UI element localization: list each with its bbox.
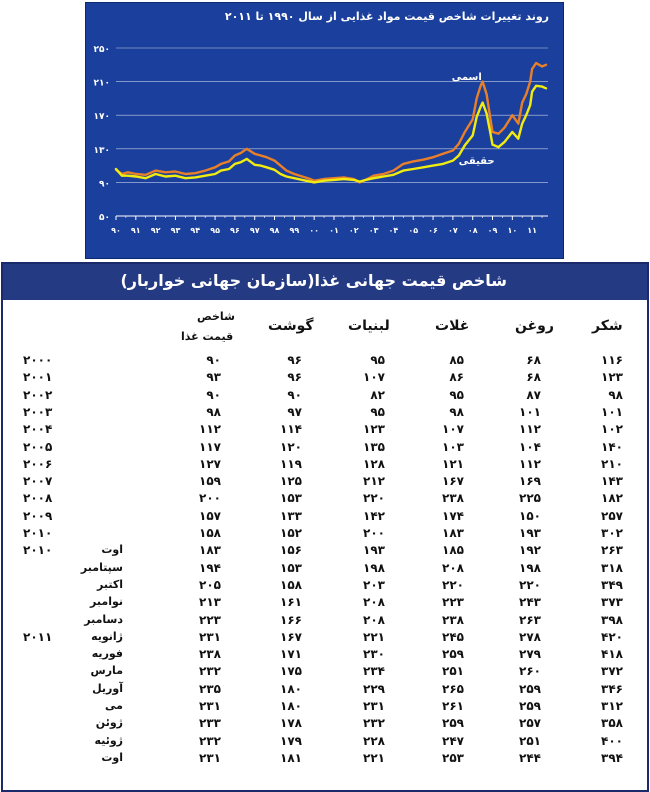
x-tick-label: ۱۱ — [527, 226, 538, 235]
x-tick-label: ۹۹ — [289, 226, 300, 235]
cell-food: ۲۱۳ — [199, 595, 221, 610]
cell-sugar: ۱۱۶ — [601, 353, 623, 367]
table-row — [3, 613, 647, 630]
cell-sugar: ۱۴۳ — [601, 474, 623, 489]
table-row — [3, 699, 647, 716]
cell-year: ۲۰۰۷ — [23, 474, 53, 489]
cell-dairy: ۲۲۹ — [363, 681, 385, 696]
cell-dairy: ۲۲۱ — [363, 629, 385, 644]
cell-year: ۲۰۱۱ — [23, 629, 53, 644]
table-row — [3, 543, 647, 560]
cell-food: ۹۰ — [206, 387, 221, 402]
cell-cereals: ۸۶ — [449, 370, 464, 385]
y-tick-label: ۵۰ — [99, 213, 110, 223]
cell-food: ۲۳۱ — [199, 699, 221, 713]
cell-dairy: ۸۲ — [370, 387, 385, 402]
cell-dairy: ۲۳۲ — [363, 716, 385, 731]
cell-year: ۲۰۰۸ — [23, 491, 53, 506]
cell-dairy: ۲۱۲ — [363, 474, 385, 489]
cell-meat: ۱۱۴ — [280, 422, 302, 437]
cell-oil: ۱۰۱ — [519, 404, 541, 419]
cell-sugar: ۳۴۹ — [601, 577, 623, 592]
cell-meat: ۱۶۶ — [280, 612, 302, 627]
cell-food: ۲۰۰ — [199, 491, 221, 506]
cell-year: ۲۰۰۳ — [23, 404, 53, 419]
table-row — [3, 422, 647, 439]
cell-sugar: ۳۵۸ — [601, 716, 623, 731]
cell-cereals: ۲۰۸ — [442, 560, 464, 575]
table-row — [3, 388, 647, 405]
cell-meat: ۹۶ — [287, 353, 302, 367]
cell-cereals: ۲۶۵ — [442, 681, 464, 696]
cell-food: ۲۳۸ — [199, 647, 221, 662]
cell-food: ۱۱۲ — [199, 422, 221, 437]
cell-dairy: ۲۰۸ — [363, 612, 385, 627]
cell-food: ۲۳۲ — [199, 664, 221, 679]
cell-meat: ۱۲۵ — [280, 474, 302, 489]
cell-dairy: ۱۴۲ — [363, 508, 385, 523]
cell-oil: ۲۲۰ — [519, 577, 541, 592]
cell-food: ۱۵۹ — [199, 474, 221, 489]
cell-dairy: ۹۵ — [370, 404, 385, 419]
table-row — [3, 595, 647, 612]
cell-food: ۱۱۷ — [199, 439, 221, 454]
cell-dairy: ۱۹۳ — [363, 543, 385, 558]
cell-cereals: ۲۴۵ — [442, 629, 464, 644]
col-header-meat: گوشت — [268, 318, 314, 334]
x-tick-label: ۹۶ — [230, 226, 240, 235]
cell-year: ۲۰۰۹ — [23, 508, 53, 523]
x-tick-label: ۹۱ — [130, 226, 141, 235]
cell-oil: ۲۴۴ — [519, 750, 541, 765]
cell-dairy: ۲۰۳ — [363, 577, 385, 592]
cell-dairy: ۱۲۳ — [363, 422, 385, 437]
table-row — [3, 578, 647, 595]
x-tick-label: ۰۸ — [467, 226, 478, 235]
cell-oil: ۸۷ — [526, 387, 541, 402]
cell-cereals: ۲۶۱ — [442, 699, 464, 713]
cell-year: ۲۰۰۵ — [23, 439, 53, 454]
cell-month: دسامبر — [84, 612, 123, 626]
cell-dairy: ۲۲۰ — [363, 491, 385, 506]
cell-meat: ۹۶ — [287, 370, 302, 385]
cell-dairy: ۲۲۱ — [363, 750, 385, 765]
cell-dairy: ۱۲۸ — [363, 456, 385, 471]
cell-cereals: ۱۰۳ — [442, 439, 464, 454]
y-tick-label: ۲۱۰ — [93, 78, 110, 89]
cell-food: ۲۳۳ — [199, 716, 221, 731]
cell-food: ۹۳ — [206, 370, 221, 385]
cell-cereals: ۱۰۷ — [442, 422, 464, 437]
cell-food: ۲۲۳ — [199, 612, 221, 627]
cell-oil: ۱۰۴ — [519, 439, 541, 454]
cell-month: ژانویه — [91, 629, 123, 643]
cell-oil: ۱۱۲ — [519, 456, 541, 471]
cell-year: ۲۰۰۶ — [23, 456, 53, 471]
table-row — [3, 491, 647, 508]
cell-dairy: ۲۲۸ — [363, 733, 385, 748]
cell-sugar: ۳۱۲ — [601, 699, 623, 713]
cell-sugar: ۱۸۲ — [601, 491, 623, 506]
table-row — [3, 526, 647, 543]
cell-cereals: ۲۳۸ — [442, 612, 464, 627]
cell-oil: ۲۴۳ — [519, 595, 541, 610]
table-header — [3, 264, 647, 300]
cell-food: ۲۳۲ — [199, 733, 221, 748]
cell-dairy: ۲۳۴ — [363, 664, 385, 679]
cell-month: مارس — [90, 664, 123, 678]
cell-month: سپتامبر — [80, 560, 123, 574]
y-tick-label: ۹۰ — [99, 179, 110, 190]
col-header-food-2: قیمت غذا — [181, 330, 234, 343]
table-row — [3, 370, 647, 387]
cell-sugar: ۳۹۸ — [601, 612, 623, 627]
cell-meat: ۹۰ — [287, 387, 302, 402]
cell-cereals: ۲۵۱ — [442, 664, 464, 679]
y-tick-label: ۱۷۰ — [93, 112, 110, 123]
cell-year: ۲۰۱۰ — [23, 543, 53, 558]
y-tick-label: ۱۳۰ — [93, 145, 110, 156]
cell-year: ۲۰۱۰ — [23, 526, 53, 540]
cell-oil: ۲۵۷ — [519, 716, 541, 731]
x-tick-label: ۰۴ — [388, 226, 399, 235]
cell-meat: ۱۳۳ — [280, 508, 302, 523]
cell-dairy: ۱۳۵ — [363, 439, 385, 454]
cell-meat: ۱۸۰ — [280, 681, 302, 696]
cell-oil: ۲۵۹ — [519, 699, 541, 713]
x-tick-label: ۰۵ — [408, 226, 419, 235]
table-row — [3, 682, 647, 699]
table-row — [3, 509, 647, 526]
cell-meat: ۹۷ — [287, 404, 302, 419]
cell-sugar: ۱۰۱ — [601, 404, 623, 419]
x-tick-label: ۹۸ — [269, 226, 280, 235]
col-header-oil: روغن — [515, 318, 554, 334]
cell-meat: ۱۵۳ — [280, 560, 302, 575]
cell-oil: ۲۶۳ — [519, 612, 541, 627]
cell-dairy: ۱۰۷ — [363, 370, 385, 385]
table-row — [3, 751, 647, 768]
table-row — [3, 353, 647, 370]
x-tick-label: ۹۰ — [111, 226, 121, 235]
cell-year: ۲۰۰۰ — [23, 353, 53, 367]
cell-oil: ۲۲۵ — [519, 491, 541, 506]
cell-sugar: ۲۶۳ — [601, 543, 623, 558]
cell-oil: ۲۶۰ — [519, 664, 541, 679]
x-tick-label: ۰۷ — [447, 226, 458, 235]
cell-year: ۲۰۰۴ — [23, 422, 53, 437]
chart-title: روند تغییرات شاخص قیمت مواد غذایی از سال ۱۹۹۰ تا ۲۰۱۱ — [224, 10, 549, 23]
x-tick-label: ۹۵ — [210, 226, 220, 235]
cell-sugar: ۹۸ — [608, 387, 623, 402]
x-tick-label: ۹۴ — [190, 226, 201, 235]
food-price-table — [1, 262, 649, 792]
cell-sugar: ۳۰۲ — [601, 526, 623, 540]
cell-oil: ۶۸ — [526, 370, 541, 385]
cell-oil: ۲۷۸ — [519, 629, 541, 644]
cell-sugar: ۳۹۴ — [601, 750, 623, 765]
table-title: شاخص قیمت جهانی غذا(سازمان جهانی خواربار) — [120, 271, 507, 290]
cell-food: ۲۳۱ — [199, 750, 221, 765]
cell-oil: ۱۹۳ — [519, 526, 541, 540]
cell-oil: ۱۶۹ — [519, 474, 541, 489]
table-row — [3, 405, 647, 422]
cell-cereals: ۲۲۳ — [442, 595, 464, 610]
cell-oil: ۱۹۲ — [519, 543, 541, 558]
x-tick-label: ۰۶ — [428, 226, 438, 235]
cell-meat: ۱۶۱ — [280, 595, 302, 610]
cell-month: ژوئیه — [94, 733, 123, 747]
cell-oil: ۱۹۸ — [519, 560, 541, 575]
cell-cereals: ۱۸۵ — [442, 543, 464, 558]
cell-sugar: ۴۲۰ — [601, 629, 623, 644]
x-tick-label: ۹۳ — [170, 226, 181, 235]
cell-cereals: ۲۲۰ — [442, 577, 464, 592]
cell-sugar: ۱۴۰ — [601, 439, 623, 454]
cell-meat: ۱۷۸ — [280, 716, 302, 731]
table-row — [3, 457, 647, 474]
cell-cereals: ۱۷۴ — [442, 508, 464, 523]
col-header-food-1: شاخص — [197, 310, 235, 323]
y-tick-label: ۲۵۰ — [93, 45, 110, 55]
col-header-sugar: شکر — [592, 318, 623, 334]
x-tick-label: ۰۹ — [487, 226, 498, 235]
cell-meat: ۱۷۵ — [280, 664, 302, 679]
cell-meat: ۱۵۲ — [280, 526, 302, 540]
chart-panel — [85, 2, 564, 259]
x-tick-label: ۹۷ — [249, 226, 260, 235]
cell-sugar: ۳۷۲ — [601, 664, 623, 679]
x-tick-label: ۰۱ — [329, 226, 339, 235]
cell-dairy: ۱۹۸ — [363, 560, 385, 575]
cell-month: فوریه — [91, 647, 123, 661]
table-row — [3, 440, 647, 457]
cell-meat: ۱۸۰ — [280, 699, 302, 713]
table-row — [3, 474, 647, 491]
cell-food: ۲۳۱ — [199, 629, 221, 644]
cell-cereals: ۲۵۳ — [442, 750, 464, 765]
cell-food: ۹۰ — [206, 353, 221, 367]
cell-sugar: ۴۱۸ — [601, 647, 623, 662]
cell-food: ۲۳۵ — [199, 681, 221, 696]
cell-food: ۹۸ — [206, 404, 221, 419]
x-tick-label: ۹۲ — [150, 226, 161, 235]
table-row — [3, 734, 647, 751]
cell-meat: ۱۵۳ — [280, 491, 302, 506]
cell-month: نوامبر — [90, 595, 123, 609]
cell-cereals: ۲۵۹ — [442, 647, 464, 662]
cell-sugar: ۳۷۳ — [601, 595, 623, 610]
cell-cereals: ۹۵ — [449, 387, 464, 402]
cell-oil: ۲۵۹ — [519, 681, 541, 696]
x-tick-label: ۱۰ — [507, 226, 518, 235]
cell-dairy: ۲۰۸ — [363, 595, 385, 610]
cell-meat: ۱۷۹ — [280, 733, 302, 748]
table-row — [3, 716, 647, 733]
cell-food: ۱۸۳ — [199, 543, 221, 558]
cell-year: ۲۰۰۲ — [23, 387, 53, 402]
cell-month: اوت — [101, 543, 123, 557]
col-header-cereals: غلات — [435, 318, 470, 334]
cell-dairy: ۲۳۱ — [363, 699, 385, 713]
cell-year: ۲۰۰۱ — [23, 370, 53, 385]
cell-sugar: ۱۲۳ — [601, 370, 623, 385]
cell-oil: ۱۵۰ — [519, 508, 541, 523]
cell-meat: ۱۸۱ — [280, 750, 302, 765]
line-chart — [86, 3, 563, 258]
cell-meat: ۱۲۰ — [280, 439, 302, 454]
cell-oil: ۶۸ — [526, 353, 541, 367]
cell-food: ۱۵۷ — [199, 508, 221, 523]
cell-sugar: ۱۰۲ — [601, 422, 623, 437]
cell-sugar: ۴۰۰ — [601, 733, 623, 748]
cell-meat: ۱۶۷ — [280, 629, 302, 644]
x-tick-label: ۰۲ — [348, 226, 359, 235]
cell-sugar: ۳۱۸ — [601, 560, 623, 575]
cell-dairy: ۲۳۰ — [363, 647, 385, 662]
cell-oil: ۲۷۹ — [519, 647, 541, 662]
cell-sugar: ۳۴۶ — [601, 681, 623, 696]
cell-cereals: ۲۵۹ — [442, 716, 464, 731]
table-row — [3, 664, 647, 681]
cell-oil: ۲۵۱ — [519, 733, 541, 748]
table-row — [3, 647, 647, 664]
cell-food: ۱۵۸ — [199, 526, 221, 540]
series-annotation: اسمی — [451, 71, 482, 83]
cell-meat: ۱۵۶ — [280, 543, 302, 558]
cell-cereals: ۱۲۱ — [442, 456, 464, 471]
col-header-dairy: لبنیات — [348, 318, 390, 334]
cell-dairy: ۲۰۰ — [363, 526, 385, 540]
cell-cereals: ۹۸ — [449, 404, 464, 419]
cell-cereals: ۱۸۳ — [442, 526, 464, 540]
x-tick-label: ۰۳ — [368, 226, 379, 235]
cell-cereals: ۲۳۸ — [442, 491, 464, 506]
cell-cereals: ۱۶۷ — [442, 474, 464, 489]
cell-meat: ۱۱۹ — [280, 456, 302, 471]
series-annotation: حقیقی — [458, 155, 495, 167]
cell-meat: ۱۷۱ — [280, 647, 302, 662]
cell-food: ۲۰۵ — [199, 577, 221, 592]
cell-month: می — [105, 699, 123, 712]
cell-oil: ۱۱۲ — [519, 422, 541, 437]
cell-meat: ۱۵۸ — [280, 577, 302, 592]
cell-month: آوریل — [92, 681, 123, 695]
cell-sugar: ۲۵۷ — [601, 508, 623, 523]
table-row — [3, 561, 647, 578]
cell-food: ۱۹۴ — [199, 560, 221, 575]
cell-month: ژوئن — [95, 716, 123, 730]
cell-food: ۱۲۷ — [199, 456, 221, 471]
table-row — [3, 630, 647, 647]
series-line-1 — [116, 86, 546, 183]
cell-month: اکتبر — [97, 577, 123, 591]
cell-cereals: ۸۵ — [449, 353, 464, 367]
x-tick-label: ۰۰ — [309, 226, 320, 235]
cell-cereals: ۲۴۷ — [442, 733, 464, 748]
cell-month: اوت — [101, 750, 123, 764]
cell-sugar: ۲۱۰ — [601, 456, 623, 471]
cell-dairy: ۹۵ — [370, 353, 385, 367]
